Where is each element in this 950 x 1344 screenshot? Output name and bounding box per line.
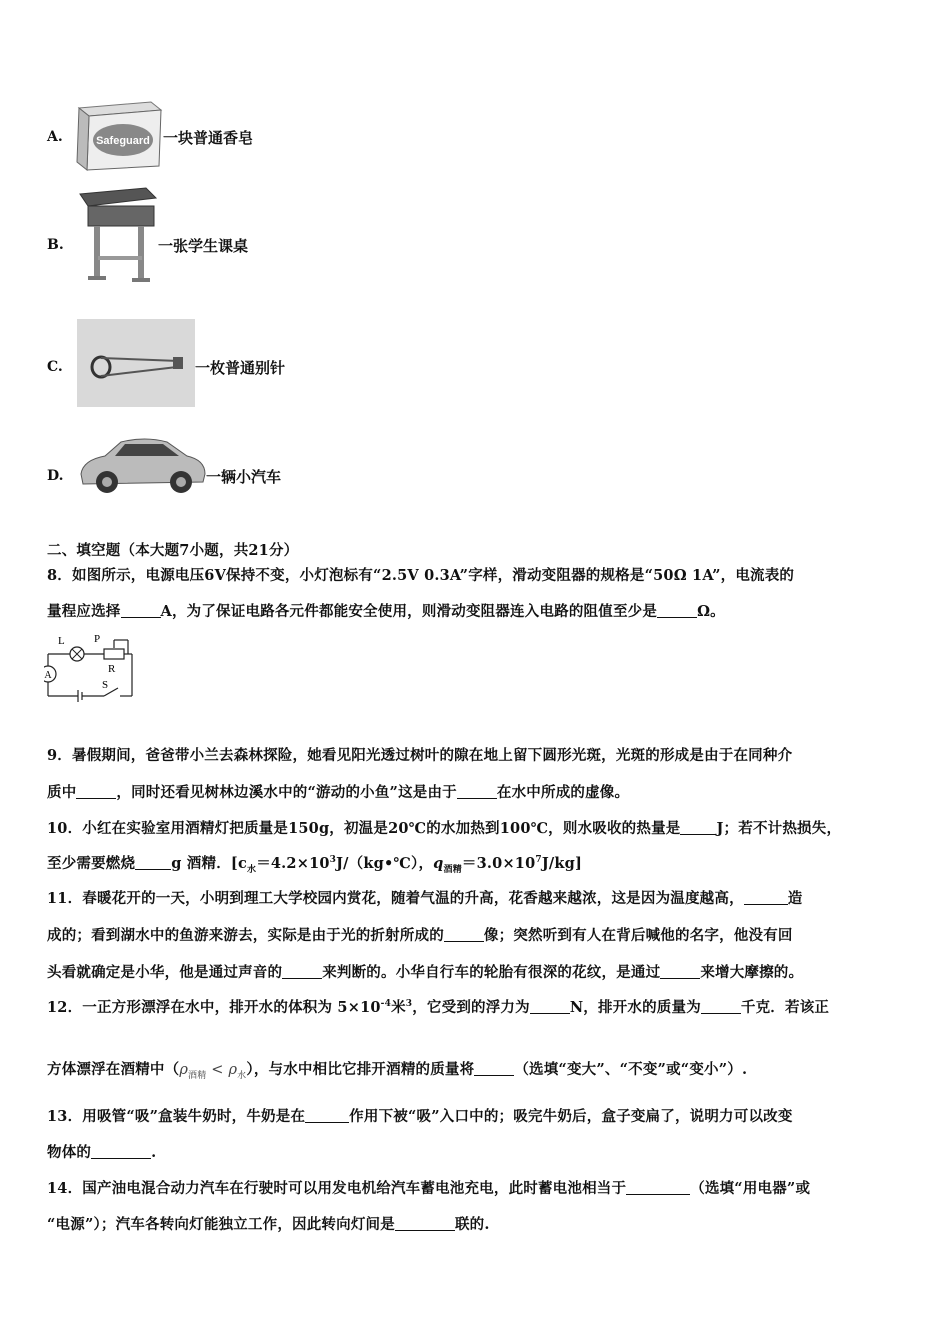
section-heading: 二、填空题（本大题7小题，共21分） <box>47 542 299 559</box>
q9-line2: 质中 ，同时还看见树林边溪水中的“游动的小鱼”这是由于 在水中所成的虚像。 <box>47 784 630 801</box>
option-c-text: 一枚普通别针 <box>195 359 286 377</box>
q8-line2: 量程应选择 A，为了保证电路各元件都能安全使用，则滑动变阻器连入电路的阻值至少是 Ω。 <box>47 603 725 620</box>
option-b-letter: B. <box>47 237 64 253</box>
q14-line1: 14．国产油电混合动力汽车在行驶时可以用发电机给汽车蓄电池充电，此时蓄电池相当于 （选填“用电器”或 <box>47 1180 811 1197</box>
q13-line1: 13．用吸管“吸”盒装牛奶时，牛奶是在 作用下被“吸”入口中的；吸完牛奶后，盒子变扁了，说明力可以改变 <box>47 1108 793 1125</box>
q10-line1: 10．小红在实验室用酒精灯把质量是150g，初温是20℃的水加热到100℃，则水吸收的热量是 J；若不计热损失， <box>47 820 842 837</box>
label-R: R <box>108 663 116 675</box>
svg-text:A: A <box>44 670 52 681</box>
q14-line2: “电源”）；汽车各转向灯能独立工作，因此转向灯间是 联的. <box>47 1216 490 1233</box>
q10-line2: 至少需要燃烧 g 酒精．[$c_水=4.2\times 10^3J/(kg•℃)$，$q_{酒精}=3.0\times 10^7J/kg$] <box>47 855 583 875</box>
q12-line2: 方体漂浮在酒精中$(\rho_{酒精} < \rho_水)$，与水中相比它排开酒精的质量将 （选填“变大”、“不变”或“变小”）. <box>47 1061 748 1081</box>
desk-image <box>76 186 158 286</box>
label-S: S <box>102 679 109 691</box>
option-b-text: 一张学生课桌 <box>158 237 249 255</box>
q11-line3: 头看就确定是小华，他是通过声音的 来判断的。小华自行车的轮胎有很深的花纹，是通过 来增大摩擦的。 <box>47 964 804 981</box>
soap-image <box>71 100 163 172</box>
q8-line1: 8．如图所示，电源电压6V保持不变，小灯泡标有“2.5V 0.3A”字样，滑动变阻器的规格是“50Ω 1A”，电流表的 <box>47 567 795 584</box>
option-d-letter: D. <box>47 468 64 484</box>
q12-line1: 12．一正方形漂浮在水中，排开水的体积为 $5\times 10^{-4}$米$^3$，它受到的浮力为 N，排开水的质量为 千克．若该正 <box>47 999 830 1016</box>
q11-line2: 成的；看到湖水中的鱼游来游去，实际是由于光的折射所成的 像；突然听到有人在背后喊他的名字，他没有回 <box>47 927 793 944</box>
label-P: P <box>94 633 101 645</box>
car-image <box>75 430 209 498</box>
q11-line1: 11．春暖花开的一天，小明到理工大学校园内赏花，随着气温的升高，花香越来越浓，这是因为温度越高， 造 <box>47 890 803 907</box>
soap-brand-label: Safeguard <box>96 135 150 147</box>
q13-line2: 物体的 . <box>47 1144 157 1161</box>
q9-line1: 9．暑假期间，爸爸带小兰去森林探险，她看见阳光透过树叶的隙在地上留下圆形光斑，光斑的形成是由于在同种介 <box>47 747 793 764</box>
circuit-diagram <box>44 630 136 706</box>
safety-pin-image <box>77 319 195 407</box>
option-c-letter: C. <box>47 359 63 375</box>
option-a-text: 一块普通香皂 <box>163 129 254 147</box>
label-L: L <box>58 635 65 647</box>
option-d-text: 一辆小汽车 <box>206 468 282 486</box>
option-a-letter: A. <box>47 129 63 145</box>
